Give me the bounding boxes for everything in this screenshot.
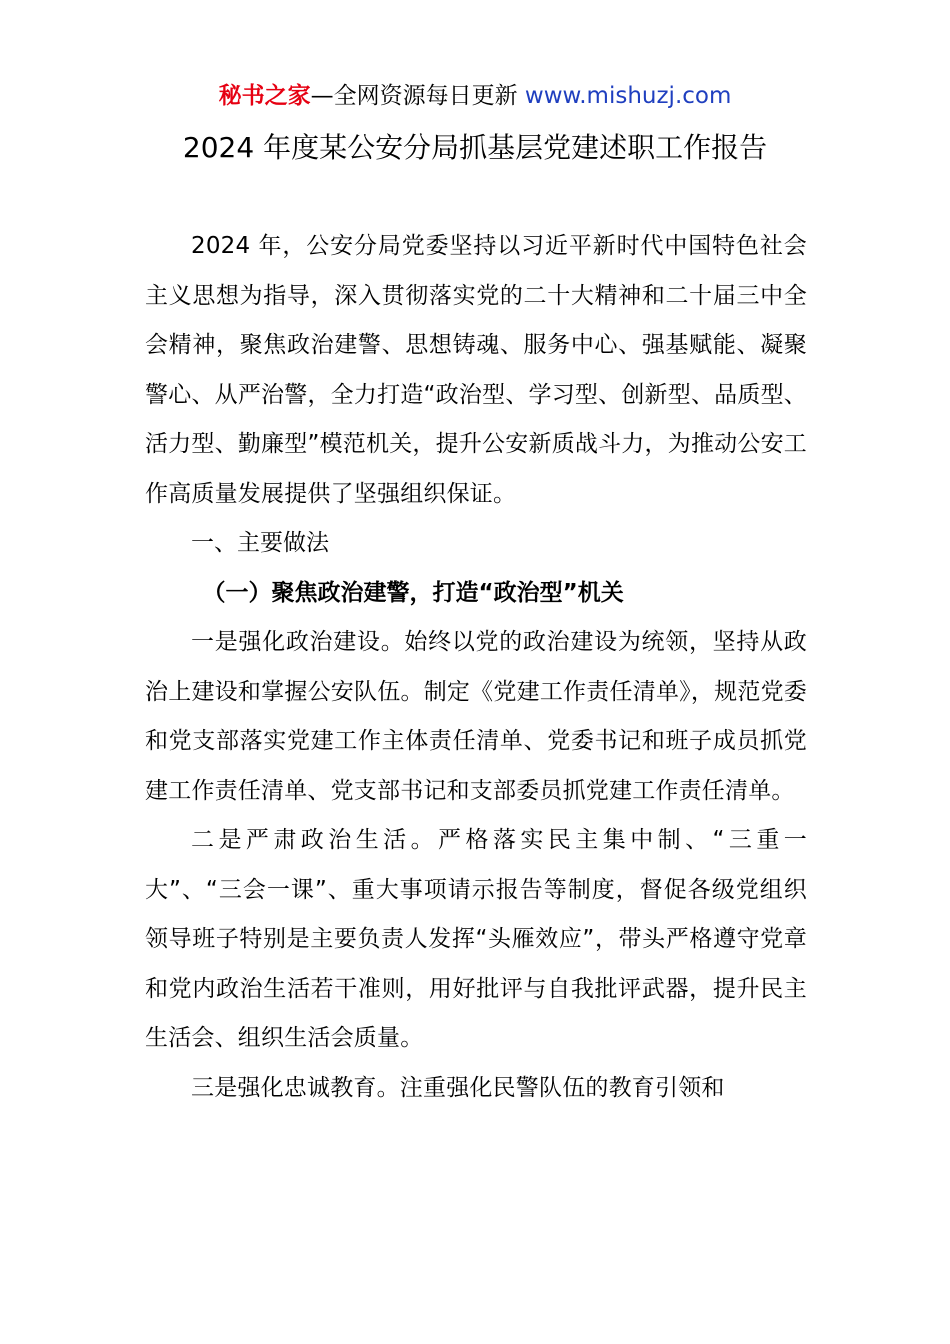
sub-section-heading: （一）聚焦政治建警，打造“政治型”机关 — [202, 579, 624, 606]
intro-paragraph: 2024 年，公安分局党委坚持以习近平新时代中国特色社会主义思想为指导，深入贯彻落实党的二十大精神和二十届三中全会精神，聚焦政治建警、思想铸魂、服务中心、强基赋能、凝聚警心、从严治警，全力打造“政治型、学习型、创新型、品质型、活力型、勤廉型”模范机关，提升公安新质战斗力，为推动公安工作高质量发展提供了坚强组织保证。 — [145, 233, 807, 507]
paragraph-political-construction: 一是强化政治建设。始终以党的政治建设为统领，坚持从政治上建设和掌握公安队伍。制定《党建工作责任清单》，规范党委和党支部落实党建工作主体责任清单、党委书记和班子成员抓党建工作责任清单、党支部书记和支部委员抓党建工作责任清单。 — [145, 629, 807, 804]
paragraph-loyalty-education: 三是强化忠诚教育。注重强化民警队伍的教育引领和 — [191, 1074, 725, 1101]
site-url-link[interactable]: www.mishuzj.com — [524, 83, 732, 109]
site-header — [0, 80, 950, 112]
document-body — [145, 222, 807, 1113]
paragraph-political-life: 二是严肃政治生活。严格落实民主集中制、“三重一大”、“三会一课”、重大事项请示报告等制度，督促各级党组织领导班子特别是主要负责人发挥“头雁效应”，带头严格遵守党章和党内政治生活若干准则，用好批评与自我批评武器，提升民主生活会、组织生活会质量。 — [145, 827, 807, 1051]
section-heading: 一、主要做法 — [191, 530, 329, 556]
document-title: 2024 年度某公安分局抓基层党建述职工作报告 — [182, 131, 768, 164]
site-tagline: —全网资源每日更新 — [310, 83, 525, 109]
site-name: 秘书之家 — [218, 83, 311, 109]
